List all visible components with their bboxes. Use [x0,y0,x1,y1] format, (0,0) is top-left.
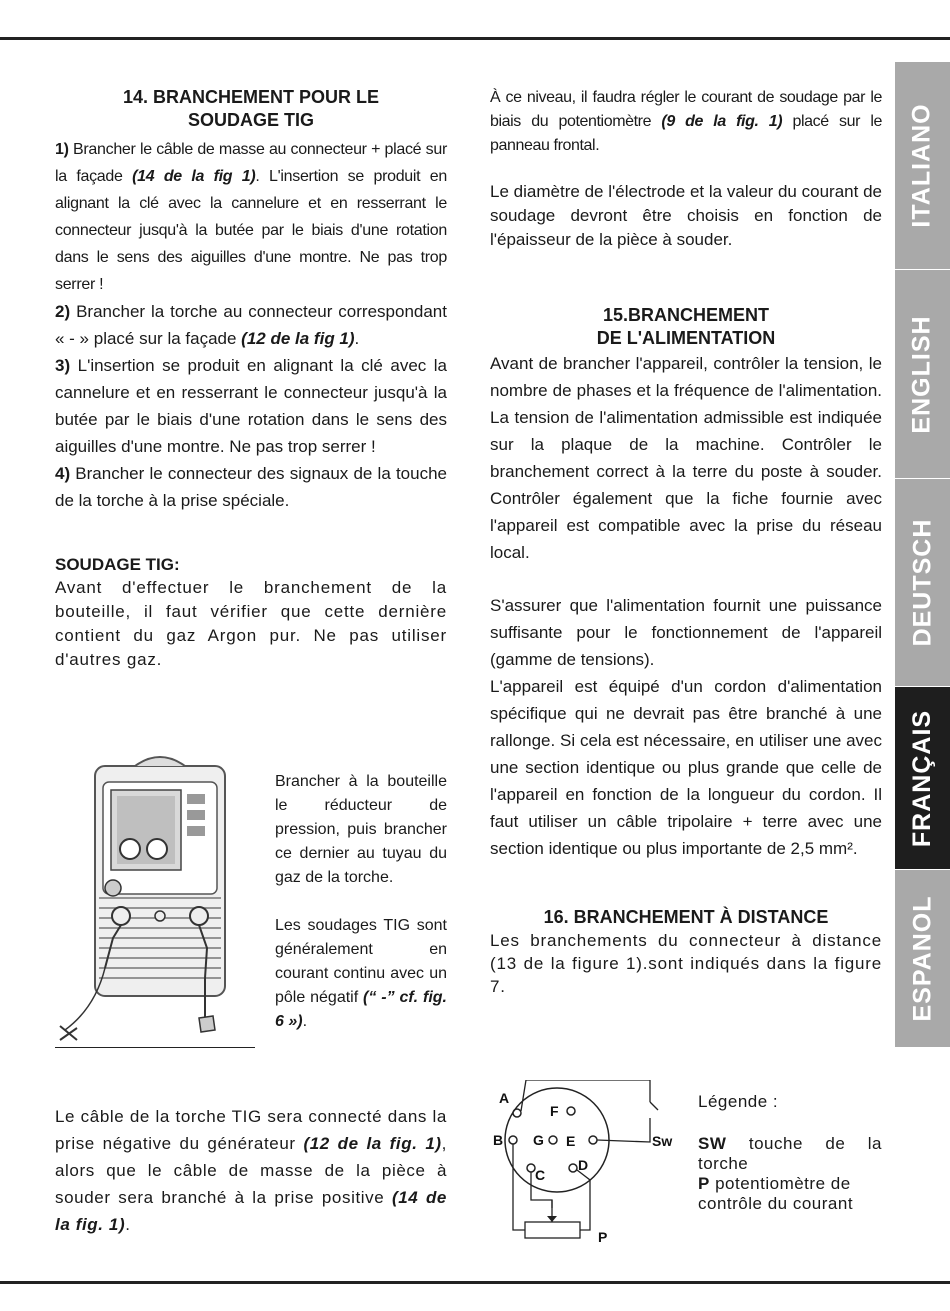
tab-label: ITALIANO [908,103,936,228]
legend-sw [698,1134,882,1174]
tig-text: Avant d'effectuer le branchement de la bouteille, il faut vérifier que cette dernière contient du gaz Argon pur. Ne pas utiliser d'autres gaz. [55,578,447,669]
caption-text-2 [275,914,447,1034]
figure-ref: (12 de la fig. 1) [303,1134,442,1153]
diagram-legend [698,1092,882,1214]
tab-francais[interactable] [895,687,950,869]
tab-english[interactable] [895,270,950,478]
legend-text: touche de la torche [698,1134,882,1173]
title-line: DE L'ALIMENTATION [596,328,776,348]
step-number: 2) [55,302,71,321]
caption-text: . [302,1013,308,1030]
sw-label: Sw [652,1133,673,1149]
tab-label: FRANÇAIS [908,709,937,847]
figure-ref: (14 de la fig. 1) [55,1188,447,1234]
pin-label: D [578,1157,589,1173]
step-4 [55,460,447,514]
torch-cable-text [55,1103,447,1238]
step-number: 4) [55,464,71,483]
torch-cable-paragraph [55,1103,447,1238]
tig-heading: SOUDAGE TIG: [55,555,180,574]
step-number: 3) [55,356,71,375]
legend-key: P [698,1174,710,1193]
title-line: SOUDAGE TIG [187,110,314,130]
body-text: . [125,1215,131,1234]
tab-deutsch[interactable] [895,479,950,686]
power-paragraph-1: Avant de brancher l'appareil, contrôler la tension, le nombre de phases et la fréquence de l'alimentation. La tension de l'alimentation admissible est indiquée sur la plaque de la machine. Contrôler le branchement correct à la terre du poste à souder. Contrôler également que la fiche fournie avec l'appareil est compatible avec la prise du réseau local. [490,354,882,562]
remote-paragraph: Les branchements du connecteur à distance (13 de la figure 1).sont indiqués dans la figure 7. [490,931,882,996]
tab-label: ESPANOL [908,895,936,1022]
step-text: Brancher la torche au connecteur correspondant « - » placé sur la façade [55,302,447,348]
tab-label: DEUTSCH [908,518,936,647]
legend-text: potentiomètre de contrôle du courant [698,1174,854,1213]
title-line: 14. BRANCHEMENT POUR LE [122,87,380,107]
body-text: À ce niveau, il faudra régler le courant de soudage par le biais du potentiomètre [490,89,882,130]
illustration-caption [275,770,447,1034]
pin-label: C [535,1167,546,1183]
power-paragraph-3: L'appareil est équipé d'un cordon d'alimentation spécifique qui ne devrait pas être branché à une rallonge. Si cela est nécessaire, en utiliser une avec une section identique ou plus grande que celle de l'appareil en fonction de la longueur du cordon. Il faut utiliser un câble tripolaire + terre avec une section identique ou plus importante de 2,5 mm². [490,677,882,858]
legend-title: Légende : [698,1092,779,1111]
remote-connector-diagram [490,1080,685,1250]
welding-machine-illustration [55,748,260,1048]
pin-label: E [566,1133,576,1149]
section-16-title: 16. BRANCHEMENT À DISTANCE [543,907,829,927]
figure-ref: (9 de la fig. 1) [661,113,783,130]
step-text: Brancher le connecteur des signaux de la touche de la torche à la prise spéciale. [55,464,447,510]
caption-text: Les soudages TIG sont généralement en courant continu avec un pôle négatif [275,917,447,1006]
body-text: placé sur le panneau frontal. [490,113,883,154]
right-column [490,86,882,998]
body-text: , alors que le câble de masse de la pièce à souder sera branché à la prise positive [55,1134,447,1207]
power-paragraph-2: S'assurer que l'alimentation fournit une puissance suffisante pour le fonctionnement de l'appareil (gamme de tensions). [490,596,882,669]
bottom-rule [0,1281,950,1284]
tab-italiano[interactable] [895,62,950,269]
pin-label: A [499,1090,510,1106]
body-text: Le câble de la torche TIG sera connecté dans la prise négative du générateur [55,1107,447,1153]
legend-key: SW [698,1134,727,1153]
pin-label: B [493,1132,504,1148]
step-number: 1) [55,141,69,158]
step-1 [55,136,447,298]
section-15-title [490,304,882,350]
p-label: P [598,1229,608,1245]
legend-p [698,1174,882,1214]
tab-label: ENGLISH [908,314,936,434]
figure-ref: (14 de la fig 1) [132,168,256,185]
step-2 [55,298,447,352]
figure-ref: (“ -” cf. fig. 6 ») [275,989,447,1030]
tab-espanol[interactable] [895,870,950,1047]
caption-text: Brancher à la bouteille le réducteur de pression, puis brancher ce dernier au tuyau du gaz de la torche. [275,773,447,886]
step-text: Brancher le câble de masse au connecteur + placé sur la façade [55,141,447,185]
pin-label: G [533,1132,544,1148]
pin-label: F [550,1103,559,1119]
diameter-paragraph: Le diamètre de l'électrode et la valeur du courant de soudage devront être choisis en fonction de l'épaisseur de la pièce à souder. [490,182,882,249]
step-text: . L'insertion se produit en alignant la clé avec la cannelure et en resserrant le connecteur jusqu'à la butée par le biais d'une rotation dans le sens des aiguilles d'une montre. Ne pas trop serrer ! [55,168,447,293]
figure-ref: (12 de la fig 1) [241,329,355,348]
intro-paragraph [490,86,882,158]
step-text: L'insertion se produit en alignant la clé avec la cannelure et en resserrant le connecteur jusqu'à la butée par le biais d'une rotation dans le sens des aiguilles d'une montre. Ne pas trop serrer ! [55,356,447,456]
title-line: 15.BRANCHEMENT [602,305,770,325]
section-14-title [55,86,447,132]
left-column [55,86,447,672]
step-text: . [354,329,360,348]
step-3 [55,352,447,460]
top-rule [0,37,950,40]
